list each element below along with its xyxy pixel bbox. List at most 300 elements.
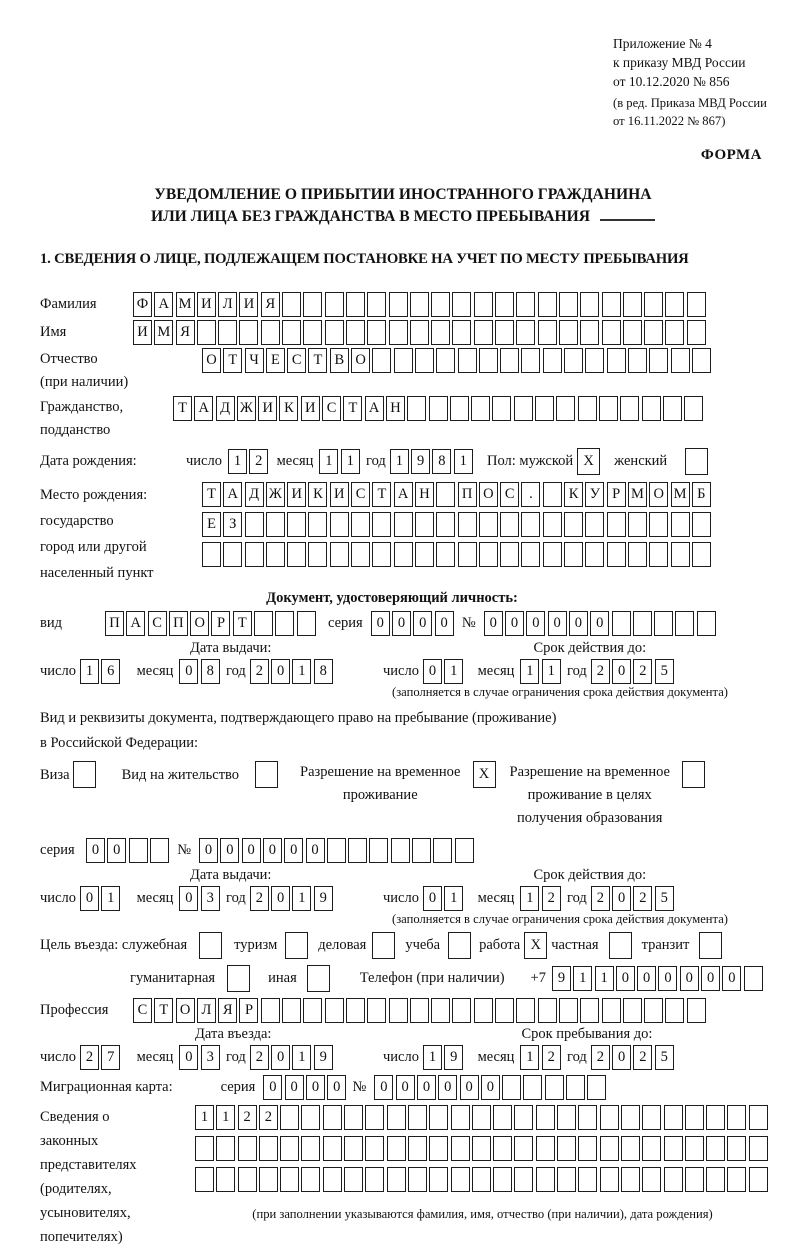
char-cell[interactable]: О — [351, 348, 370, 373]
char-cell[interactable]: М — [176, 292, 195, 317]
doc-number-boxes[interactable] — [484, 611, 718, 636]
char-cell[interactable] — [387, 1105, 406, 1130]
char-cell[interactable] — [308, 512, 327, 537]
char-cell[interactable]: 1 — [216, 1105, 235, 1130]
char-cell[interactable] — [436, 482, 455, 507]
char-cell[interactable] — [297, 611, 316, 636]
char-cell[interactable] — [407, 396, 426, 421]
char-cell[interactable] — [261, 320, 280, 345]
char-cell[interactable]: 1 — [423, 1045, 442, 1070]
char-cell[interactable] — [543, 348, 562, 373]
char-cell[interactable]: 9 — [314, 1045, 333, 1070]
char-cell[interactable] — [282, 320, 301, 345]
char-cell[interactable]: 5 — [655, 886, 674, 911]
char-cell[interactable]: 0 — [396, 1075, 415, 1100]
doc-issue-day-boxes[interactable] — [80, 659, 123, 684]
char-cell[interactable] — [474, 998, 493, 1023]
char-cell[interactable] — [431, 998, 450, 1023]
char-cell[interactable]: 0 — [306, 1075, 325, 1100]
char-cell[interactable] — [150, 838, 169, 863]
char-cell[interactable] — [642, 1167, 661, 1192]
char-cell[interactable] — [538, 292, 557, 317]
char-cell[interactable]: 2 — [542, 1045, 561, 1070]
char-cell[interactable]: Т — [343, 396, 362, 421]
char-cell[interactable]: 2 — [250, 1045, 269, 1070]
char-cell[interactable] — [479, 348, 498, 373]
char-cell[interactable] — [727, 1136, 746, 1161]
char-cell[interactable]: 2 — [250, 659, 269, 684]
char-cell[interactable]: М — [154, 320, 173, 345]
char-cell[interactable]: 2 — [238, 1105, 257, 1130]
char-cell[interactable]: 0 — [263, 1075, 282, 1100]
char-cell[interactable] — [663, 396, 682, 421]
char-cell[interactable] — [471, 396, 490, 421]
char-cell[interactable] — [664, 1167, 683, 1192]
char-cell[interactable]: 8 — [201, 659, 220, 684]
char-cell[interactable] — [706, 1136, 725, 1161]
char-cell[interactable] — [514, 1136, 533, 1161]
char-cell[interactable] — [351, 512, 370, 537]
char-cell[interactable] — [303, 292, 322, 317]
char-cell[interactable]: 0 — [438, 1075, 457, 1100]
char-cell[interactable] — [451, 1167, 470, 1192]
char-cell[interactable]: Л — [218, 292, 237, 317]
char-cell[interactable]: 0 — [86, 838, 105, 863]
char-cell[interactable]: О — [649, 482, 668, 507]
char-cell[interactable] — [516, 998, 535, 1023]
char-cell[interactable] — [365, 1136, 384, 1161]
char-cell[interactable]: 0 — [271, 886, 290, 911]
char-cell[interactable]: Д — [216, 396, 235, 421]
birthplace-row3-boxes[interactable] — [202, 542, 713, 567]
char-cell[interactable] — [431, 320, 450, 345]
char-cell[interactable]: С — [148, 611, 167, 636]
checkbox-residence-permit[interactable] — [255, 761, 278, 788]
char-cell[interactable]: А — [223, 482, 242, 507]
char-cell[interactable] — [749, 1136, 768, 1161]
char-cell[interactable] — [254, 611, 273, 636]
char-cell[interactable]: 1 — [341, 449, 360, 474]
char-cell[interactable] — [266, 542, 285, 567]
char-cell[interactable]: 3 — [201, 886, 220, 911]
char-cell[interactable] — [628, 512, 647, 537]
char-cell[interactable] — [602, 320, 621, 345]
permit-valid-year-boxes[interactable] — [591, 886, 676, 911]
char-cell[interactable]: Р — [211, 611, 230, 636]
char-cell[interactable] — [195, 1136, 214, 1161]
char-cell[interactable]: 2 — [249, 449, 268, 474]
char-cell[interactable]: 3 — [201, 1045, 220, 1070]
char-cell[interactable]: 1 — [80, 659, 99, 684]
char-cell[interactable]: П — [458, 482, 477, 507]
char-cell[interactable] — [628, 348, 647, 373]
char-cell[interactable]: 1 — [101, 886, 120, 911]
checkbox-transit[interactable] — [699, 932, 722, 959]
char-cell[interactable]: 2 — [542, 886, 561, 911]
char-cell[interactable] — [344, 1136, 363, 1161]
char-cell[interactable] — [623, 292, 642, 317]
char-cell[interactable] — [389, 998, 408, 1023]
char-cell[interactable] — [644, 292, 663, 317]
char-cell[interactable]: А — [154, 292, 173, 317]
char-cell[interactable]: С — [322, 396, 341, 421]
char-cell[interactable] — [238, 1167, 257, 1192]
char-cell[interactable] — [578, 1167, 597, 1192]
char-cell[interactable]: 0 — [612, 659, 631, 684]
char-cell[interactable] — [492, 396, 511, 421]
char-cell[interactable] — [346, 292, 365, 317]
char-cell[interactable] — [685, 1136, 704, 1161]
citizenship-boxes[interactable] — [173, 396, 705, 421]
char-cell[interactable]: 0 — [271, 1045, 290, 1070]
char-cell[interactable] — [623, 998, 642, 1023]
char-cell[interactable] — [429, 396, 448, 421]
char-cell[interactable] — [389, 292, 408, 317]
char-cell[interactable] — [692, 512, 711, 537]
char-cell[interactable]: 9 — [411, 449, 430, 474]
checkbox-visa[interactable] — [73, 761, 96, 788]
char-cell[interactable]: 0 — [220, 838, 239, 863]
char-cell[interactable] — [692, 542, 711, 567]
char-cell[interactable] — [495, 292, 514, 317]
char-cell[interactable] — [351, 542, 370, 567]
char-cell[interactable] — [621, 1136, 640, 1161]
char-cell[interactable] — [429, 1167, 448, 1192]
char-cell[interactable] — [559, 998, 578, 1023]
checkbox-other[interactable] — [307, 965, 330, 992]
char-cell[interactable]: А — [126, 611, 145, 636]
char-cell[interactable] — [536, 1105, 555, 1130]
char-cell[interactable] — [684, 396, 703, 421]
char-cell[interactable] — [325, 292, 344, 317]
char-cell[interactable] — [600, 1105, 619, 1130]
char-cell[interactable] — [303, 320, 322, 345]
char-cell[interactable] — [495, 320, 514, 345]
char-cell[interactable]: И — [239, 292, 258, 317]
representatives-row3-boxes[interactable] — [195, 1167, 770, 1192]
char-cell[interactable] — [516, 320, 535, 345]
char-cell[interactable] — [346, 320, 365, 345]
char-cell[interactable] — [415, 512, 434, 537]
char-cell[interactable] — [280, 1105, 299, 1130]
char-cell[interactable] — [642, 396, 661, 421]
checkbox-edu-permit[interactable] — [682, 761, 705, 788]
char-cell[interactable] — [372, 512, 391, 537]
char-cell[interactable]: 0 — [107, 838, 126, 863]
entry-year-boxes[interactable] — [250, 1045, 335, 1070]
char-cell[interactable] — [458, 348, 477, 373]
char-cell[interactable]: 2 — [80, 1045, 99, 1070]
char-cell[interactable] — [408, 1105, 427, 1130]
char-cell[interactable] — [612, 611, 631, 636]
char-cell[interactable] — [238, 1136, 257, 1161]
char-cell[interactable]: 0 — [306, 838, 325, 863]
char-cell[interactable]: З — [223, 512, 242, 537]
char-cell[interactable] — [493, 1105, 512, 1130]
doc-valid-year-boxes[interactable] — [591, 659, 676, 684]
char-cell[interactable]: С — [351, 482, 370, 507]
char-cell[interactable] — [556, 396, 575, 421]
char-cell[interactable] — [308, 542, 327, 567]
char-cell[interactable]: 2 — [259, 1105, 278, 1130]
char-cell[interactable] — [521, 542, 540, 567]
char-cell[interactable] — [602, 998, 621, 1023]
char-cell[interactable] — [287, 542, 306, 567]
char-cell[interactable]: 0 — [179, 1045, 198, 1070]
permit-number-boxes[interactable] — [199, 838, 476, 863]
char-cell[interactable] — [323, 1105, 342, 1130]
checkbox-tourism[interactable] — [285, 932, 308, 959]
char-cell[interactable] — [452, 998, 471, 1023]
char-cell[interactable] — [600, 1136, 619, 1161]
char-cell[interactable] — [330, 542, 349, 567]
char-cell[interactable] — [523, 1075, 542, 1100]
char-cell[interactable]: Я — [218, 998, 237, 1023]
char-cell[interactable] — [687, 292, 706, 317]
char-cell[interactable]: Т — [173, 396, 192, 421]
char-cell[interactable] — [408, 1136, 427, 1161]
char-cell[interactable]: И — [133, 320, 152, 345]
char-cell[interactable]: 1 — [520, 659, 539, 684]
char-cell[interactable] — [391, 838, 410, 863]
birth-month-boxes[interactable] — [319, 449, 362, 474]
char-cell[interactable] — [330, 512, 349, 537]
char-cell[interactable] — [261, 998, 280, 1023]
char-cell[interactable]: 1 — [595, 966, 614, 991]
char-cell[interactable] — [266, 512, 285, 537]
char-cell[interactable]: 5 — [655, 659, 674, 684]
char-cell[interactable] — [500, 512, 519, 537]
char-cell[interactable] — [325, 320, 344, 345]
char-cell[interactable] — [223, 542, 242, 567]
char-cell[interactable]: 0 — [374, 1075, 393, 1100]
char-cell[interactable] — [578, 1105, 597, 1130]
char-cell[interactable] — [578, 1136, 597, 1161]
char-cell[interactable] — [543, 512, 562, 537]
doc-valid-day-boxes[interactable] — [423, 659, 466, 684]
char-cell[interactable]: 1 — [444, 659, 463, 684]
char-cell[interactable] — [664, 1105, 683, 1130]
char-cell[interactable] — [664, 1136, 683, 1161]
entry-day-boxes[interactable] — [80, 1045, 123, 1070]
char-cell[interactable] — [749, 1105, 768, 1130]
char-cell[interactable] — [280, 1167, 299, 1192]
char-cell[interactable] — [665, 320, 684, 345]
char-cell[interactable] — [628, 542, 647, 567]
char-cell[interactable] — [451, 1105, 470, 1130]
char-cell[interactable] — [436, 542, 455, 567]
char-cell[interactable] — [365, 1105, 384, 1130]
char-cell[interactable] — [649, 512, 668, 537]
char-cell[interactable] — [607, 542, 626, 567]
char-cell[interactable] — [564, 348, 583, 373]
char-cell[interactable] — [436, 348, 455, 373]
char-cell[interactable]: У — [585, 482, 604, 507]
char-cell[interactable] — [346, 998, 365, 1023]
char-cell[interactable]: 0 — [435, 611, 454, 636]
birthplace-row1-boxes[interactable] — [202, 482, 713, 507]
doc-valid-month-boxes[interactable] — [520, 659, 563, 684]
char-cell[interactable] — [239, 320, 258, 345]
char-cell[interactable] — [323, 1167, 342, 1192]
char-cell[interactable] — [387, 1136, 406, 1161]
char-cell[interactable] — [348, 838, 367, 863]
char-cell[interactable] — [287, 512, 306, 537]
char-cell[interactable] — [516, 292, 535, 317]
char-cell[interactable] — [623, 320, 642, 345]
migration-series-boxes[interactable] — [263, 1075, 348, 1100]
char-cell[interactable]: 8 — [314, 659, 333, 684]
char-cell[interactable]: 0 — [284, 838, 303, 863]
char-cell[interactable]: 0 — [616, 966, 635, 991]
checkbox-private[interactable] — [609, 932, 632, 959]
checkbox-business[interactable] — [372, 932, 395, 959]
char-cell[interactable]: 0 — [417, 1075, 436, 1100]
char-cell[interactable]: 1 — [195, 1105, 214, 1130]
char-cell[interactable] — [521, 512, 540, 537]
birthplace-row2-boxes[interactable] — [202, 512, 713, 537]
char-cell[interactable]: М — [671, 482, 690, 507]
char-cell[interactable]: 2 — [633, 886, 652, 911]
char-cell[interactable]: 0 — [423, 659, 442, 684]
char-cell[interactable] — [557, 1136, 576, 1161]
char-cell[interactable]: 1 — [228, 449, 247, 474]
char-cell[interactable]: 0 — [80, 886, 99, 911]
char-cell[interactable]: 0 — [590, 611, 609, 636]
char-cell[interactable]: И — [197, 292, 216, 317]
char-cell[interactable]: Н — [415, 482, 434, 507]
char-cell[interactable] — [587, 1075, 606, 1100]
char-cell[interactable] — [474, 320, 493, 345]
char-cell[interactable]: 2 — [591, 1045, 610, 1070]
char-cell[interactable]: 0 — [263, 838, 282, 863]
char-cell[interactable] — [129, 838, 148, 863]
birth-day-boxes[interactable] — [228, 449, 271, 474]
char-cell[interactable] — [275, 611, 294, 636]
char-cell[interactable] — [665, 292, 684, 317]
char-cell[interactable] — [415, 542, 434, 567]
char-cell[interactable]: 7 — [101, 1045, 120, 1070]
char-cell[interactable] — [495, 998, 514, 1023]
char-cell[interactable]: Т — [154, 998, 173, 1023]
char-cell[interactable]: 0 — [637, 966, 656, 991]
char-cell[interactable]: С — [287, 348, 306, 373]
char-cell[interactable]: 5 — [655, 1045, 674, 1070]
char-cell[interactable]: К — [564, 482, 583, 507]
char-cell[interactable]: 0 — [658, 966, 677, 991]
char-cell[interactable] — [367, 998, 386, 1023]
char-cell[interactable]: 1 — [573, 966, 592, 991]
char-cell[interactable] — [654, 611, 673, 636]
char-cell[interactable] — [649, 542, 668, 567]
char-cell[interactable] — [327, 838, 346, 863]
char-cell[interactable] — [436, 512, 455, 537]
char-cell[interactable] — [458, 512, 477, 537]
char-cell[interactable]: 0 — [612, 1045, 631, 1070]
checkbox-female[interactable] — [685, 448, 708, 475]
char-cell[interactable] — [607, 512, 626, 537]
char-cell[interactable] — [642, 1105, 661, 1130]
char-cell[interactable] — [500, 542, 519, 567]
char-cell[interactable]: 0 — [722, 966, 741, 991]
permit-issue-month-boxes[interactable] — [179, 886, 222, 911]
permit-valid-month-boxes[interactable] — [520, 886, 563, 911]
char-cell[interactable] — [521, 348, 540, 373]
char-cell[interactable]: . — [521, 482, 540, 507]
char-cell[interactable] — [564, 542, 583, 567]
char-cell[interactable] — [372, 348, 391, 373]
char-cell[interactable] — [536, 1167, 555, 1192]
char-cell[interactable] — [642, 1136, 661, 1161]
char-cell[interactable]: И — [330, 482, 349, 507]
char-cell[interactable] — [727, 1105, 746, 1130]
char-cell[interactable]: 9 — [552, 966, 571, 991]
char-cell[interactable] — [621, 1167, 640, 1192]
char-cell[interactable] — [687, 320, 706, 345]
char-cell[interactable] — [621, 1105, 640, 1130]
char-cell[interactable] — [536, 1136, 555, 1161]
checkbox-study[interactable] — [448, 932, 471, 959]
char-cell[interactable]: А — [394, 482, 413, 507]
char-cell[interactable]: 0 — [413, 611, 432, 636]
char-cell[interactable] — [644, 320, 663, 345]
char-cell[interactable] — [697, 611, 716, 636]
char-cell[interactable] — [671, 348, 690, 373]
char-cell[interactable]: С — [133, 998, 152, 1023]
char-cell[interactable] — [633, 611, 652, 636]
char-cell[interactable]: Н — [386, 396, 405, 421]
char-cell[interactable] — [323, 1136, 342, 1161]
char-cell[interactable] — [559, 320, 578, 345]
checkbox-work[interactable]: X — [524, 932, 547, 959]
char-cell[interactable] — [431, 292, 450, 317]
char-cell[interactable]: 1 — [319, 449, 338, 474]
char-cell[interactable] — [543, 482, 562, 507]
char-cell[interactable]: 0 — [484, 611, 503, 636]
char-cell[interactable]: 0 — [423, 886, 442, 911]
doc-series-boxes[interactable] — [371, 611, 456, 636]
char-cell[interactable]: 9 — [444, 1045, 463, 1070]
char-cell[interactable] — [599, 396, 618, 421]
char-cell[interactable]: И — [258, 396, 277, 421]
char-cell[interactable]: А — [365, 396, 384, 421]
permit-valid-day-boxes[interactable] — [423, 886, 466, 911]
char-cell[interactable]: 6 — [101, 659, 120, 684]
permit-issue-year-boxes[interactable] — [250, 886, 335, 911]
char-cell[interactable] — [685, 1167, 704, 1192]
char-cell[interactable] — [744, 966, 763, 991]
char-cell[interactable]: 0 — [371, 611, 390, 636]
char-cell[interactable] — [282, 292, 301, 317]
char-cell[interactable] — [472, 1105, 491, 1130]
patronymic-boxes[interactable] — [202, 348, 713, 373]
char-cell[interactable] — [410, 292, 429, 317]
char-cell[interactable]: 1 — [444, 886, 463, 911]
char-cell[interactable]: 2 — [633, 1045, 652, 1070]
char-cell[interactable] — [514, 1105, 533, 1130]
char-cell[interactable] — [479, 512, 498, 537]
char-cell[interactable] — [600, 1167, 619, 1192]
char-cell[interactable]: 0 — [701, 966, 720, 991]
char-cell[interactable]: Д — [245, 482, 264, 507]
char-cell[interactable]: 1 — [520, 1045, 539, 1070]
char-cell[interactable]: 0 — [505, 611, 524, 636]
char-cell[interactable]: 0 — [271, 659, 290, 684]
stay-month-boxes[interactable] — [520, 1045, 563, 1070]
char-cell[interactable]: 1 — [292, 1045, 311, 1070]
char-cell[interactable] — [202, 542, 221, 567]
char-cell[interactable] — [671, 512, 690, 537]
